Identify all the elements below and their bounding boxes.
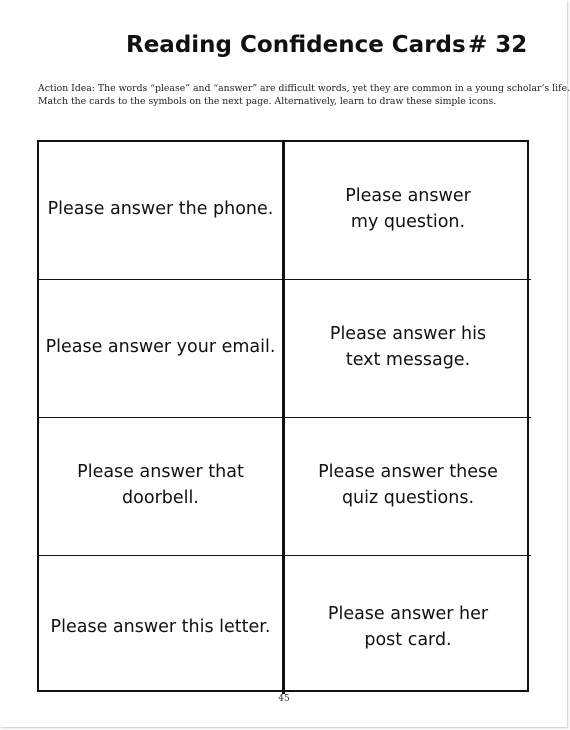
card-text: Please answer my question. — [345, 185, 471, 232]
page-number: 45 — [278, 694, 290, 704]
card-set-number: # 32 — [468, 32, 528, 58]
card-text: Please answer this letter. — [50, 617, 271, 637]
instructions-line: Match the cards to the symbols on the next page. Alternatively, learn to draw these simple icons. — [38, 96, 497, 107]
card-text: Please answer these quiz questions. — [318, 461, 498, 508]
reading-card — [285, 418, 531, 556]
instructions-paragraph — [38, 82, 570, 108]
reading-card — [39, 280, 285, 418]
card-text: Please answer that doorbell. — [77, 461, 244, 508]
reading-card — [39, 142, 285, 280]
card-text: Please answer his text message. — [329, 323, 487, 370]
page-title: Reading Confidence Cards — [126, 32, 466, 58]
reading-card — [285, 280, 531, 418]
card-text: Please answer the phone. — [47, 198, 274, 219]
card-text: Please answer her post card. — [327, 604, 489, 650]
instructions-line: Action Idea: The words “please” and “answer” are difficult words, yet they are common in a young scholar’s life. — [38, 83, 570, 94]
reading-card — [285, 556, 531, 694]
reading-card — [39, 418, 285, 556]
reading-card — [39, 556, 285, 694]
card-text: Please answer your email. — [45, 336, 276, 357]
document-page — [1, 1, 568, 728]
reading-card — [285, 142, 531, 280]
reading-card-grid — [37, 140, 529, 692]
